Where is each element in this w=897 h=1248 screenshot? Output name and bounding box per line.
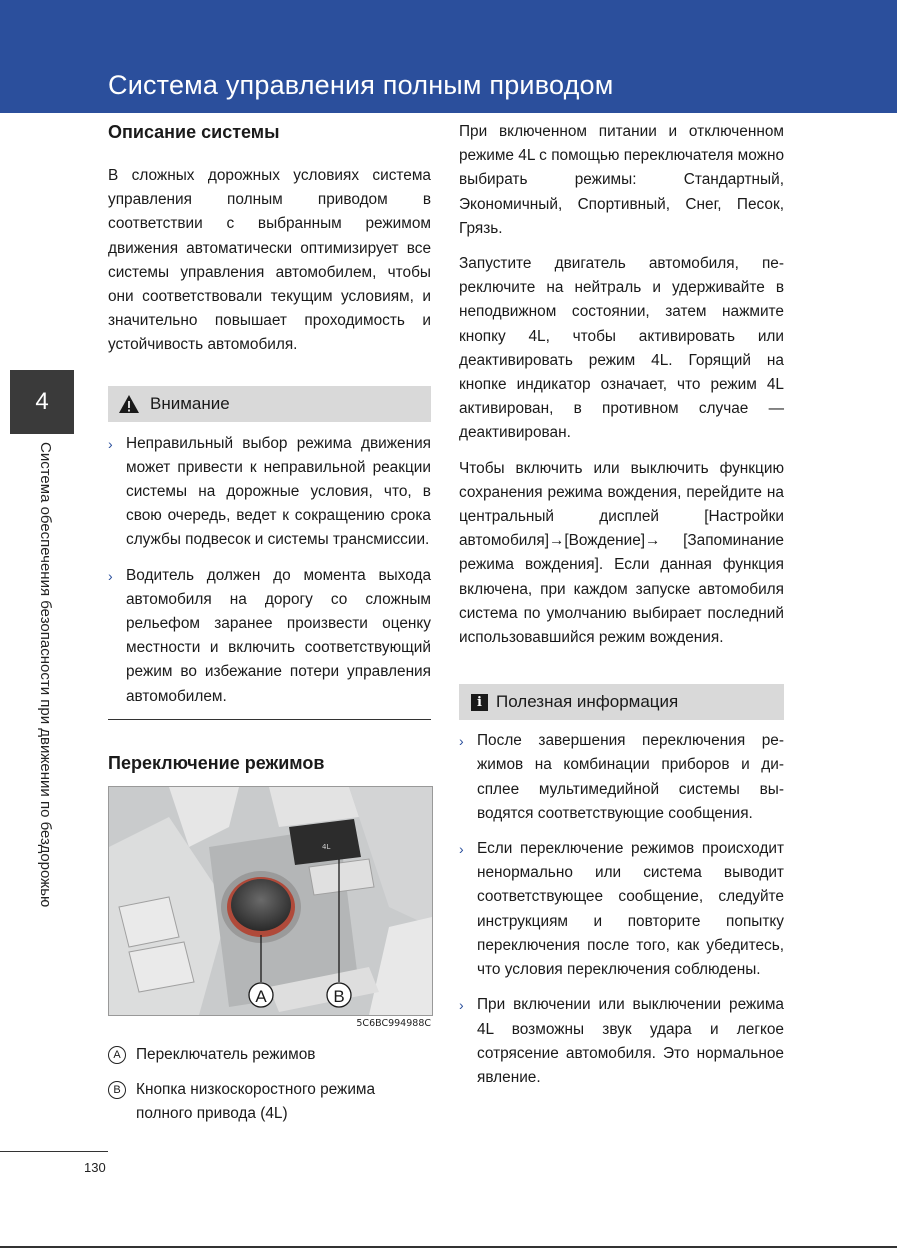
chapter-title-vertical <box>20 442 64 962</box>
chevron-right-icon: › <box>108 435 113 452</box>
warning-triangle-icon <box>118 394 140 414</box>
legend-letter: A <box>108 1046 126 1064</box>
info-item <box>459 729 784 826</box>
paragraph: При включенном питании и отключенном режиме 4L с помощью переключателя можно выбирать режимы: Стандартный, Экономичный, Спортивный, Снег, Песок, Грязь. <box>459 123 784 237</box>
page-header <box>0 0 897 113</box>
system-description-heading: Описание системы <box>108 122 280 142</box>
footer-rule <box>0 1151 108 1152</box>
right-column <box>459 120 784 1090</box>
chevron-right-icon: › <box>459 733 464 750</box>
legend-text: Кнопка низкоскоростного режима полного привода (4L) <box>136 1081 376 1123</box>
chevron-right-icon: › <box>108 567 113 584</box>
legend-letter: B <box>108 1081 126 1099</box>
info-item-text: Если переключение режимов происходит ненормально или система выводит соответствующее сообщение, следуйте инструкциям и повторите попытку переключения после того, как убедитесь, что условия переключения соблюдены. <box>477 840 784 979</box>
legend-text: Переключатель режимов <box>136 1045 316 1063</box>
info-item-text: После завершения переключения режимов на комбинации приборов и дисплее мультимедийной системы выводятся соответствующие сообщения. <box>477 732 784 822</box>
chevron-right-icon: › <box>459 841 464 858</box>
warning-label: Внимание <box>150 393 230 413</box>
4l-button-marking: 4L <box>322 842 331 851</box>
mode-switch-heading: Переключение режимов <box>108 752 325 773</box>
page-number: 130 <box>84 1160 106 1175</box>
warning-item-text: Водитель должен до момента выхода автомобиля на дорогу со сложным рельефом заранее произвести оценку местности и включить соответствующий режим во избежание потери управления автомобилем. <box>126 566 431 705</box>
info-item <box>459 993 784 1090</box>
figure-code: 5C6BC994988C <box>356 1017 431 1029</box>
legend-item <box>108 1078 431 1126</box>
info-box-header <box>459 684 784 720</box>
info-item <box>459 837 784 982</box>
page-title: Система управления полным приводом <box>108 70 614 100</box>
paragraph: Чтобы включить или выключить функцию сохранения режима вождения, перейдите на центральный дисплей [Настройки автомобиля]→[Вождение]→ [Запоминание режима вождения]. Если данная функция включена, при каждом запуске автомобиля система по умолчанию выбирает последний использовавшийся режим вождения. <box>459 459 784 647</box>
chapter-number-tab: 4 <box>10 370 74 434</box>
warning-item-text: Неправильный выбор режима движения может привести к неправильной реакции системы на дорожные условия, что, в свою очередь, ведет к сокращению срока службы подвесок и системы трансмиссии. <box>126 434 431 549</box>
mode-selector-photo <box>108 786 433 1016</box>
info-label: Полезная информация <box>496 692 679 712</box>
callout-b: B <box>333 986 345 1006</box>
legend-item <box>108 1043 431 1067</box>
system-description-text: В сложных дорожных условиях система управления полным приводом в соответствии с выбранным режимом движения автоматически оптимизирует все системы управления автомобилем, чтобы они соответствовали текущим условиям, и значительно повышает проходимость и устойчивость автомобиля. <box>108 167 431 354</box>
warning-end-divider <box>108 719 431 720</box>
info-icon: i <box>471 694 488 711</box>
console-illustration <box>109 787 432 1015</box>
warning-item <box>108 564 431 709</box>
warning-item <box>108 432 431 553</box>
chapter-title-text: Система обеспечения безопасности при движении по бездорожью <box>37 442 54 908</box>
warning-box-header <box>108 386 431 422</box>
callout-a: A <box>255 986 267 1006</box>
info-item-text: При включении или выключении режима 4L возможны звук удара и легкое сотрясение автомобиля. Это нормальное явление. <box>477 996 784 1086</box>
chevron-right-icon: › <box>459 997 464 1014</box>
left-column <box>108 120 431 1126</box>
paragraph: Запустите двигатель автомобиля, переключите на нейтраль и удерживайте в неподвижном состоянии, затем нажмите кнопку 4L, чтобы активировать или деактивировать режим 4L. Горящий на кнопке индикатор означает, что режим 4L активирован, в противном случае — деактивирован. <box>459 255 784 442</box>
